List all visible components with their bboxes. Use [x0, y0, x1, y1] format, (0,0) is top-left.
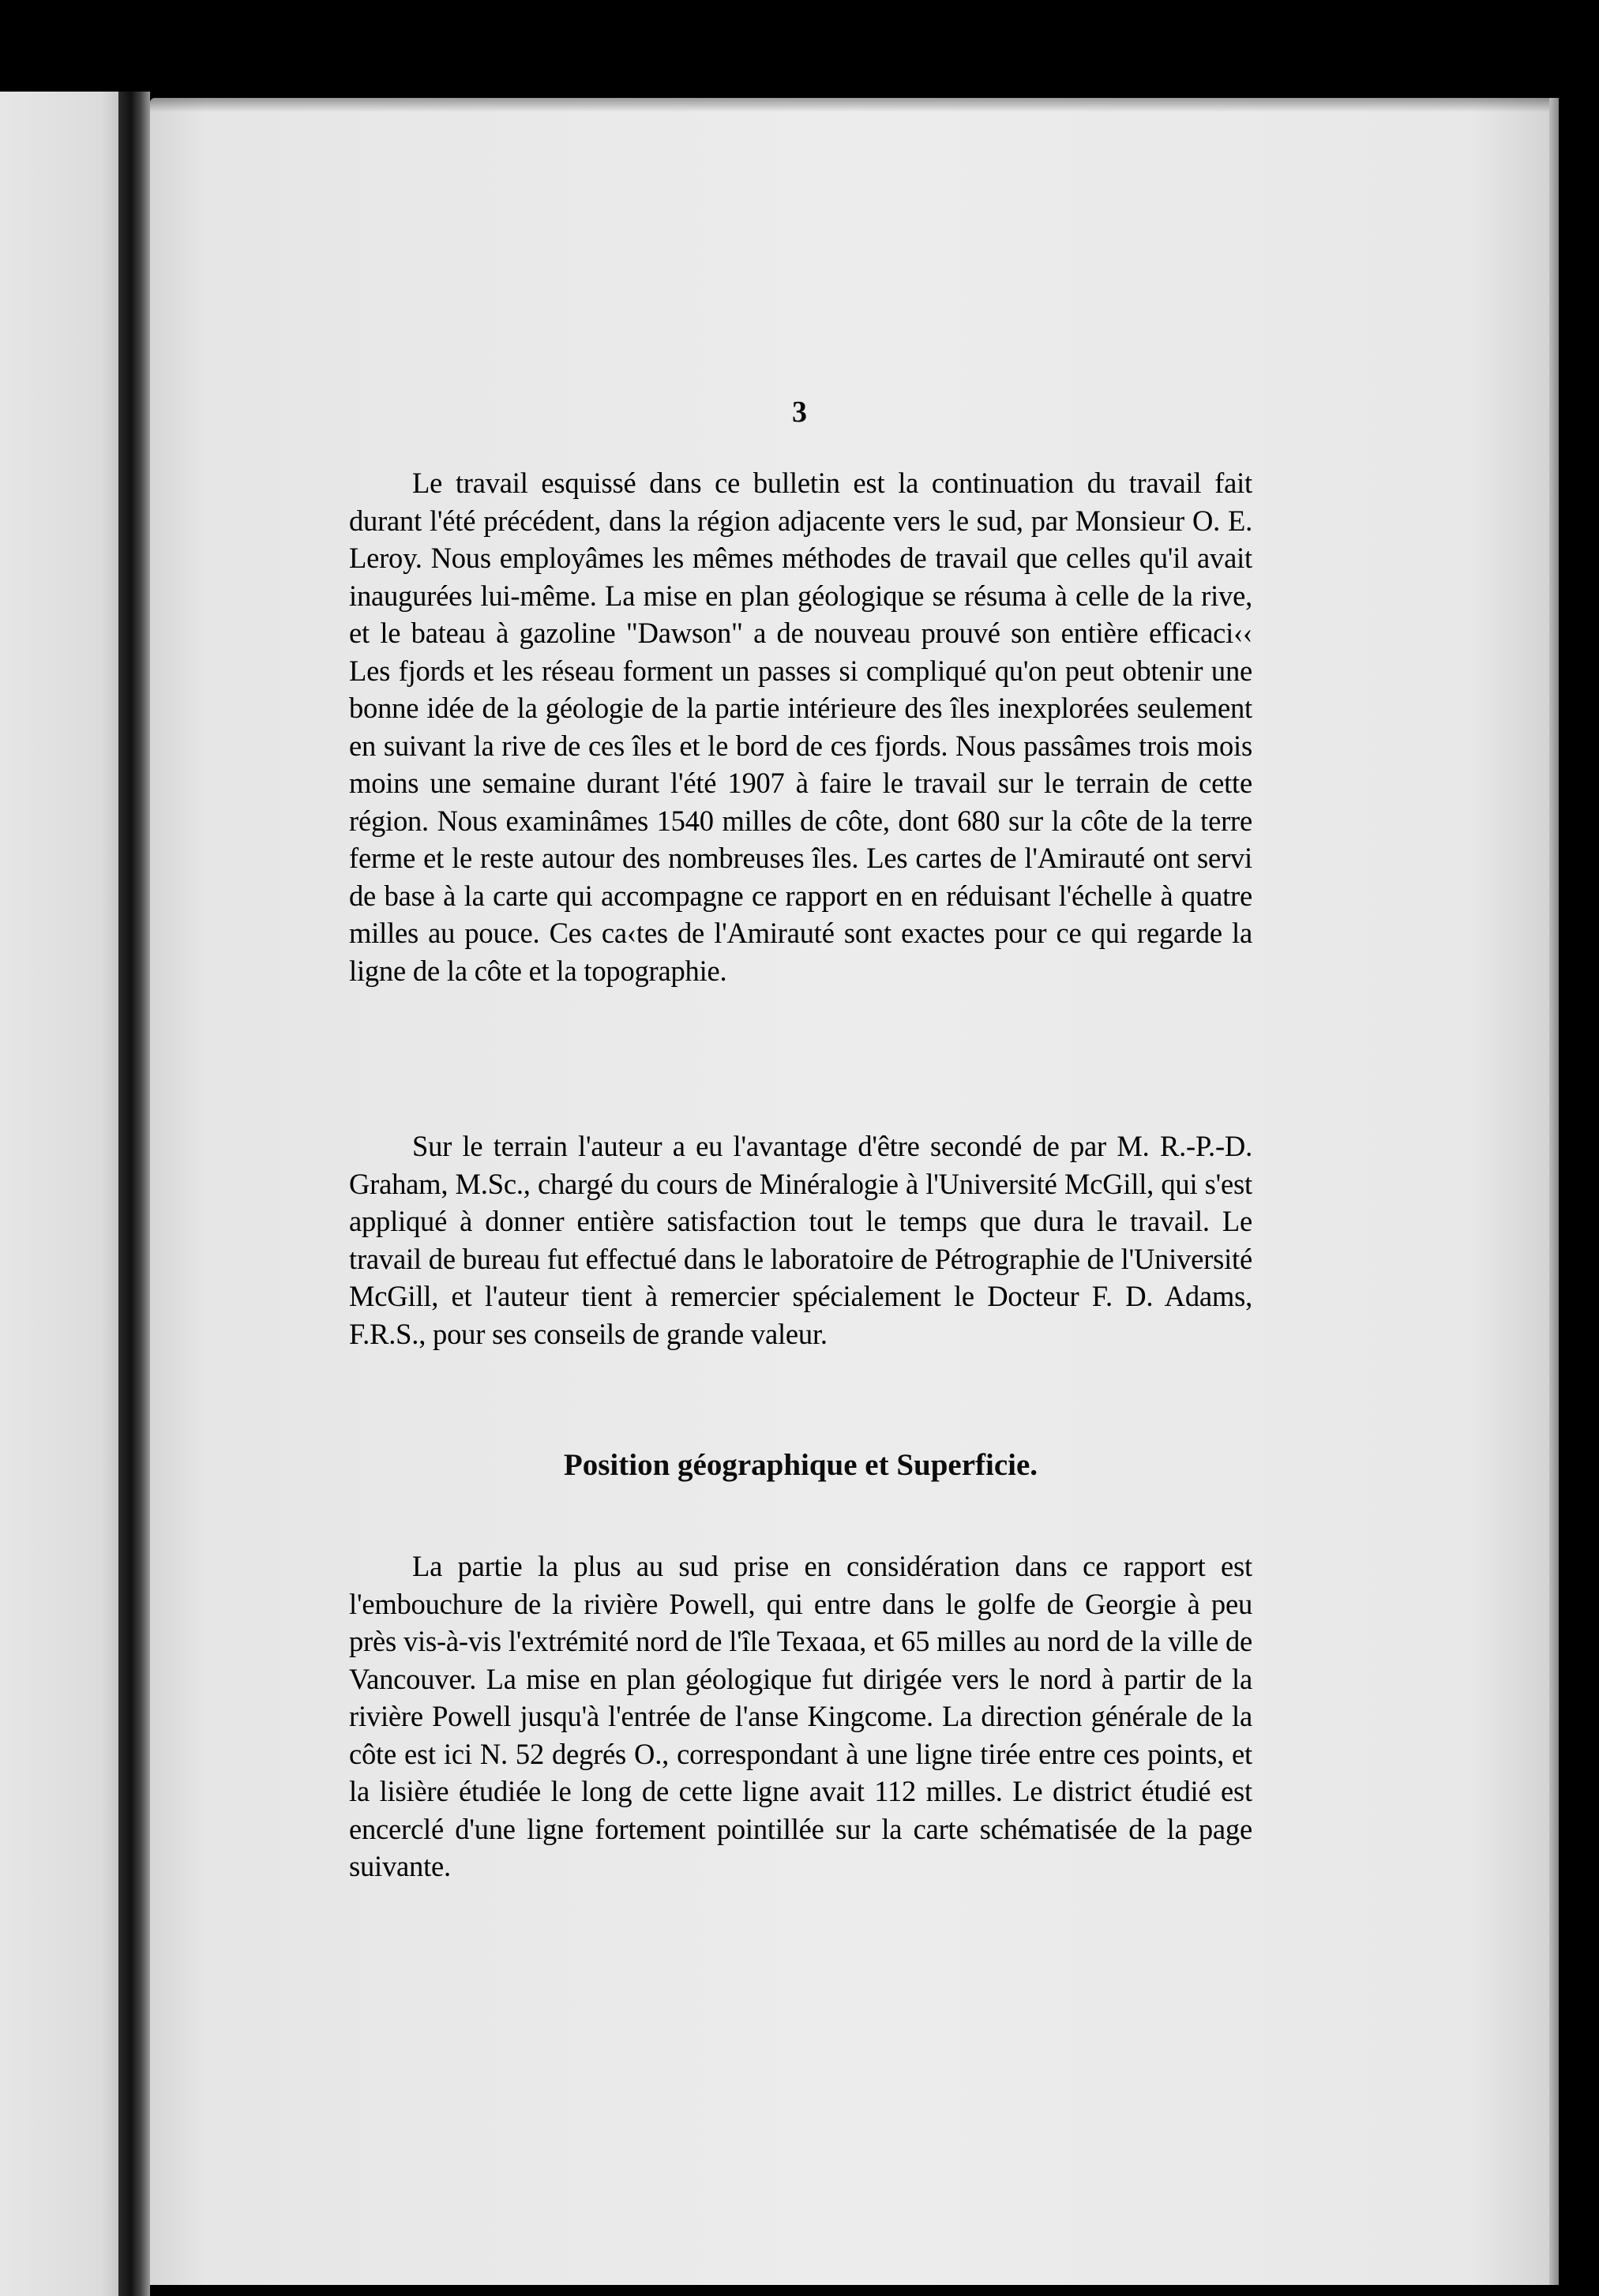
- paragraph-introduction: Le travail esquissé dans ce bulletin est la continuation du travail fait durant l'été précédent, dans la région adjacente vers le sud, par Monsieur O. E. Leroy. Nous employâmes les mêmes méthodes de travail que celles qu'il avait inaugurées lui-même. La mise en plan géologique se résuma à celle de la rive, et le bateau à gazoline "Dawson" a de nouveau prouvé son entière efficaci‹‹ Les fjords et les réseau forment un passes si compliqué qu'on peut obtenir une bonne idée de la géologie de la partie intérieure des îles inexplorées seulement en suivant la rive de ces îles et le bord de ces fjords. Nous passâmes trois mois moins une semaine durant l'été 1907 à faire le travail sur le terrain de cette région. Nous examinâmes 1540 milles de côte, dont 680 sur la côte de la terre ferme et le reste autour des nombreuses îles. Les cartes de l'Amirauté ont servi de base à la carte qui accompagne ce rapport en en réduisant l'échelle à quatre milles au pouce. Ces ca‹tes de l'Amirauté sont exactes pour ce qui regarde la ligne de la côte et la topographie.: [349, 467, 1252, 987]
- page-top-shadow: [150, 98, 1556, 112]
- paragraph-acknowledgements: Sur le terrain l'auteur a eu l'avantage d'être secondé de par M. R.-P.-D. Graham, M.Sc., chargé du cours de Minéralogie à l'Université McGill, qui s'est appliqué à donner entière satisfaction tout le temps que dura le travail. Le travail de bureau fut effectué dans le laboratoire de Pétrographie de l'Université McGill, et l'auteur tient à remercier spécialement le Docteur F. D. Adams, F.R.S., pour ses conseils de grande valeur.: [349, 1130, 1252, 1350]
- page-number: 3: [792, 396, 807, 429]
- section-heading: Position géographique et Superficie.: [563, 1448, 1038, 1482]
- paragraph-position: La partie la plus au sud prise en considération dans ce rapport est l'embouchure de la rivière Powell, qui entre dans le golfe de Georgie à peu près vis-à-vis l'extrémité nord de l'île Texaɑa, et 65 milles au nord de la ville de Vancouver. La mise en plan géologique fut dirigée vers le nord à partir de la rivière Powell jusqu'à l'entrée de l'anse Kingcome. La direction générale de la côte est ici N. 52 degrés O., correspondant à une ligne tirée entre ces points, et la lisière étudiée le long de cette ligne avait 112 milles. Le district étudié est encerclé d'une ligne fortement pointillée sur la carte schématisée de la page suivante.: [349, 1550, 1252, 1882]
